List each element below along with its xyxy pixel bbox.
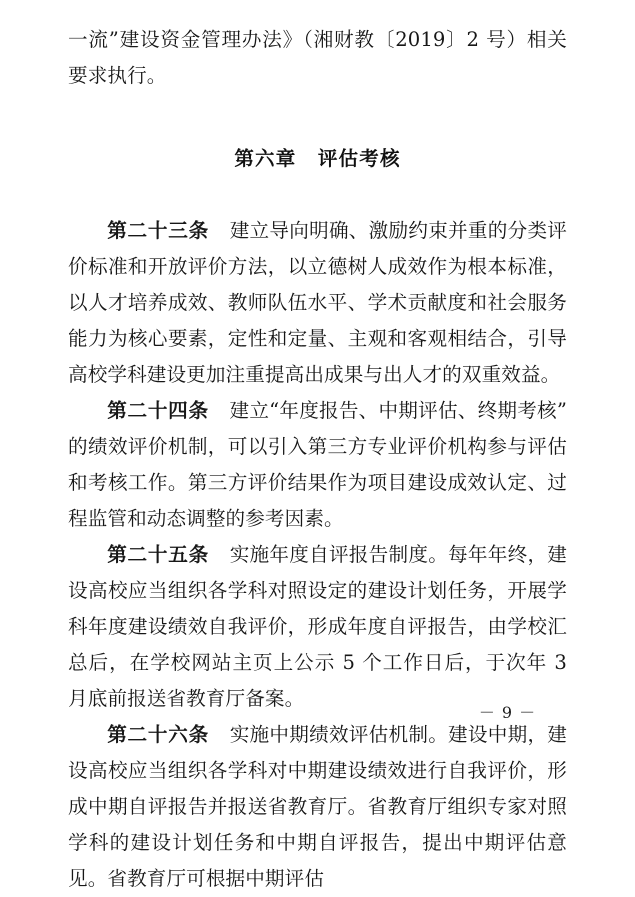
carryover-paragraph: 一流”建设资金管理办法》（湘财教〔2019〕2 号）相关要求执行。 xyxy=(68,28,567,87)
article-text: 建立导向明确、激励约束并重的分类评价标准和开放评价方法，以立德树人成效作为根本标准，以人才培养成效、教师队伍水平、学术贡献度和社会服务能力为核心要素，定性和定量、主观和客观相结合，引导高校学科建设更加注重提高出成果与出人才的双重效益。 xyxy=(68,219,568,386)
page-number: － 9 － xyxy=(478,703,537,722)
article-paragraph xyxy=(68,213,567,393)
article-number: 第二十六条 xyxy=(107,723,209,746)
article-text: 实施年度自评报告制度。每年年终，建设高校应当组织各学科对照设定的建设计划任务，开展学科年度建设绩效自我评价，形成年度自评报告，由学校汇总后，在学校网站主页上公示 5 个工作日后，于次年 3 月底前报送省教育厅备案。 xyxy=(68,543,568,710)
article-paragraph xyxy=(68,393,567,537)
article-paragraph xyxy=(68,537,567,717)
chapter-number: 第六章 xyxy=(234,147,297,170)
article-number: 第二十五条 xyxy=(107,543,209,566)
article-paragraph xyxy=(68,717,567,897)
article-number: 第二十三条 xyxy=(107,219,209,242)
chapter-heading xyxy=(68,141,567,177)
page-footer xyxy=(0,700,635,723)
heading-bottom-spacer xyxy=(68,177,567,213)
article-number: 第二十四条 xyxy=(107,399,209,422)
article-text: 实施中期绩效评估机制。建设中期，建设高校应当组织各学科对中期建设绩效进行自我评价，形成中期自评报告并报送省教育厅。省教育厅组织专家对照学科的建设计划任务和中期自评报告，提出中期评估意见。省教育厅可根据中期评估 xyxy=(68,723,568,890)
text-column xyxy=(68,22,567,897)
heading-top-spacer xyxy=(68,94,567,141)
article-text: 建立“年度报告、中期评估、终期考核”的绩效评价机制，可以引入第三方专业评价机构参与评估和考核工作。第三方评价结果作为项目建设成效认定、过程监管和动态调整的参考因素。 xyxy=(68,399,567,530)
chapter-title: 评估考核 xyxy=(317,147,401,170)
